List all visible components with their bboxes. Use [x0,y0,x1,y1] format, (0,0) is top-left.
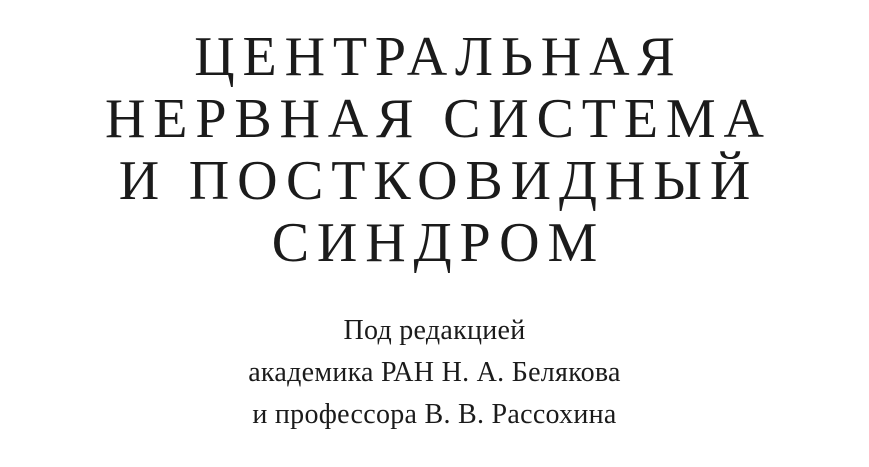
book-title [0,26,869,274]
book-title-line-3: И ПОСТКОВИДНЫЙ [118,150,759,212]
book-title-line-1: ЦЕНТРАЛЬНАЯ [194,26,683,88]
book-title-line-2: НЕРВНАЯ СИСТЕМА [105,88,772,150]
editors-block [0,310,869,436]
editors-heading: Под редакцией [343,315,526,346]
editor-name-1: академика РАН Н. А. Белякова [248,357,621,388]
book-title-line-4: СИНДРОМ [271,212,606,274]
editor-name-2: и профессора В. В. Рассохина [252,399,617,430]
